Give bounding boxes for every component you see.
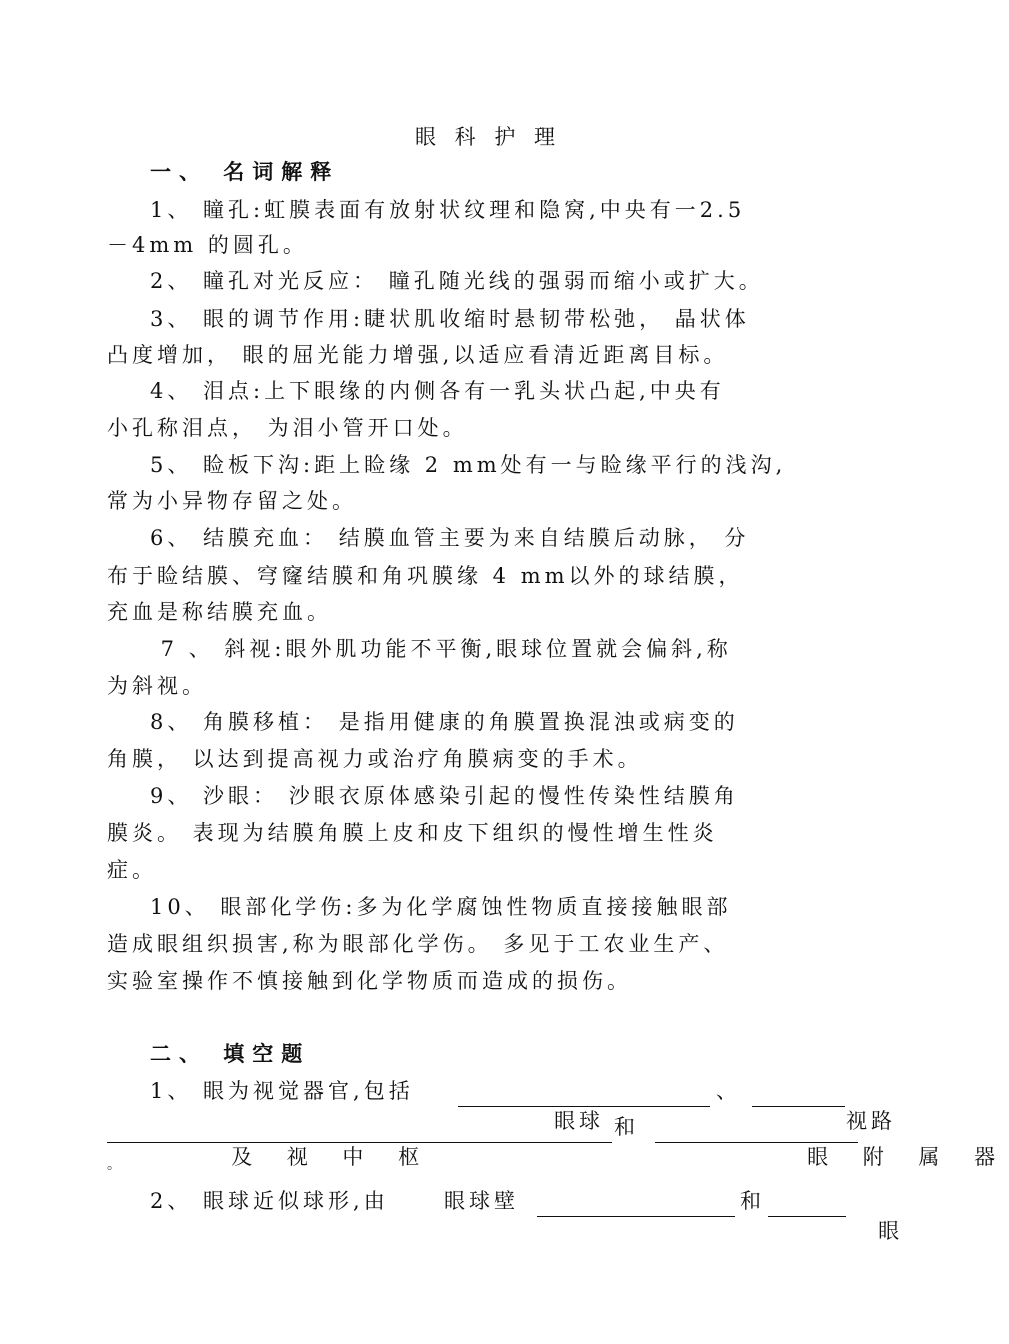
answer-text: 及 视 中 枢 — [231, 1145, 434, 1169]
definition-line: 充血是称结膜充血。 — [107, 600, 332, 624]
answer-blank — [752, 1076, 897, 1133]
definition-line: 膜炎。 表现为结膜角膜上皮和皮下组织的慢性增生性炎 — [107, 821, 718, 845]
definition-line: 凸度增加， 眼的屈光能力增强,以适应看清近距离目标。 — [107, 343, 729, 367]
answer-text: 眼 附 属 器 — [807, 1145, 1009, 1169]
definition-line: 9、 沙眼： 沙眼衣原体感染引起的慢性传染性结膜角 — [150, 784, 739, 808]
definition-line: 为斜视。 — [107, 674, 207, 698]
definition-line: 8、 角膜移植： 是指用健康的角膜置换混浊或病变的 — [150, 710, 739, 734]
answer-blank — [537, 1186, 735, 1217]
definition-line: 4、 泪点:上下眼缘的内侧各有一乳头状凸起,中央有 — [150, 379, 725, 403]
definition-line: 布于睑结膜、穹窿结膜和角巩膜缘 4 mm以外的球结膜， — [107, 564, 744, 588]
answer-blank — [107, 1112, 612, 1169]
answer-text: 眼球 — [554, 1109, 605, 1133]
sentence-end: 。 — [107, 1157, 125, 1173]
question-prefix: 2、 眼球近似球形,由 — [150, 1189, 389, 1213]
document-title: 眼 科 护 理 — [415, 125, 562, 149]
definition-line: 6、 结膜充血： 结膜血管主要为来自结膜后动脉， 分 — [150, 526, 750, 550]
definition-line: －4mm 的圆孔。 — [107, 233, 308, 257]
answer-blank — [768, 1186, 904, 1243]
definition-line: 小孔称泪点， 为泪小管开口处。 — [107, 416, 468, 440]
definition-line: 3、 眼的调节作用:睫状肌收缩时悬韧带松弛， 晶状体 — [150, 307, 750, 331]
answer-text: 眼 — [878, 1219, 904, 1243]
definition-line: 10、 眼部化学伤:多为化学腐蚀性物质直接接触眼部 — [150, 895, 732, 919]
separator: 和 — [614, 1115, 639, 1139]
definition-line: 症。 — [107, 858, 157, 882]
answer-text: 眼球壁 — [444, 1189, 519, 1213]
question-prefix: 1、 眼为视觉器官,包括 — [150, 1079, 414, 1103]
definition-line: 1、 瞳孔:虹膜表面有放射状纹理和隐窝,中央有一2.5 — [150, 198, 746, 222]
definition-line: 角膜， 以达到提高视力或治疗角膜病变的手术。 — [107, 747, 643, 771]
separator: 、 — [716, 1079, 741, 1103]
separator: 和 — [740, 1189, 765, 1213]
answer-blank — [458, 1076, 710, 1133]
definition-line: 常为小异物存留之处。 — [107, 489, 357, 513]
definition-line: 2、 瞳孔对光反应： 瞳孔随光线的强弱而缩小或扩大。 — [150, 269, 764, 293]
definition-line: 7 、 斜视:眼外肌功能不平衡,眼球位置就会偏斜,称 — [150, 637, 732, 661]
section-heading-fill-blanks: 二、 填空题 — [150, 1041, 311, 1066]
definition-line: 实验室操作不慎接触到化学物质而造成的损伤。 — [107, 969, 632, 993]
section-heading-definitions: 一、 名词解释 — [150, 159, 340, 184]
answer-text: 视路 — [846, 1109, 897, 1133]
definition-line: 5、 睑板下沟:距上睑缘 2 mm处有一与睑缘平行的浅沟, — [150, 453, 787, 477]
definition-line: 造成眼组织损害,称为眼部化学伤。 多见于工农业生产、 — [107, 932, 729, 956]
